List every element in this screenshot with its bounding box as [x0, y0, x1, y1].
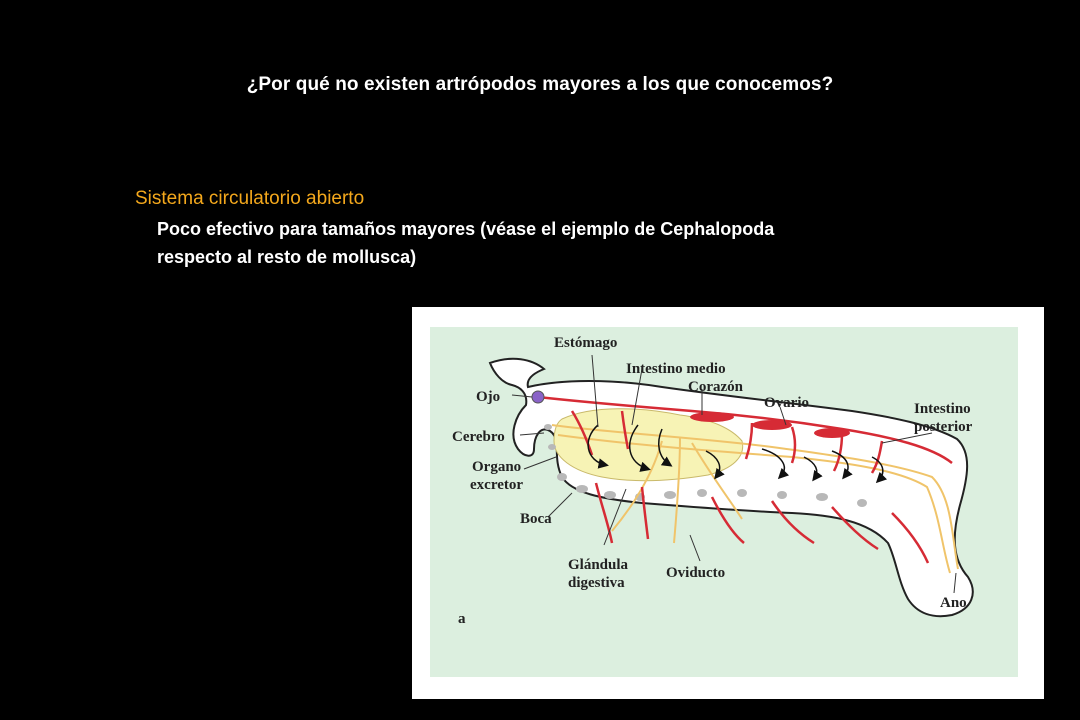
- label-ojo: Ojo: [476, 389, 501, 405]
- label-ovario: Ovario: [764, 395, 809, 411]
- label-glandula-1: Glándula: [568, 557, 629, 573]
- anatomy-figure: [412, 307, 1044, 699]
- label-intestino-posterior-2: posterior: [914, 419, 973, 435]
- label-glandula-2: digestiva: [568, 575, 625, 591]
- label-oviducto: Oviducto: [666, 565, 726, 581]
- slide-title: ¿Por qué no existen artrópodos mayores a los que conocemos?: [246, 74, 834, 95]
- eye: [532, 391, 544, 403]
- label-organo-2: excretor: [470, 477, 524, 493]
- label-cerebro: Cerebro: [452, 429, 505, 445]
- label-intestino-posterior-1: Intestino: [914, 401, 971, 417]
- anatomy-diagram-svg: [412, 307, 1044, 699]
- label-intestino-medio: Intestino medio: [626, 361, 726, 377]
- label-ano: Ano: [940, 595, 967, 611]
- label-boca: Boca: [520, 511, 552, 527]
- label-estomago: Estómago: [554, 335, 618, 351]
- label-organo-1: Organo: [472, 459, 522, 475]
- bullet-subtext: [157, 215, 917, 271]
- panel-letter: a: [458, 611, 466, 627]
- label-corazon: Corazón: [688, 379, 743, 395]
- bullet-subtext-line-1: Poco efectivo para tamaños mayores (véase el ejemplo de Cephalopoda: [157, 219, 775, 239]
- bullet-heading: Sistema circulatorio abierto: [135, 188, 365, 209]
- bullet-subtext-line-2: respecto al resto de mollusca): [157, 247, 417, 267]
